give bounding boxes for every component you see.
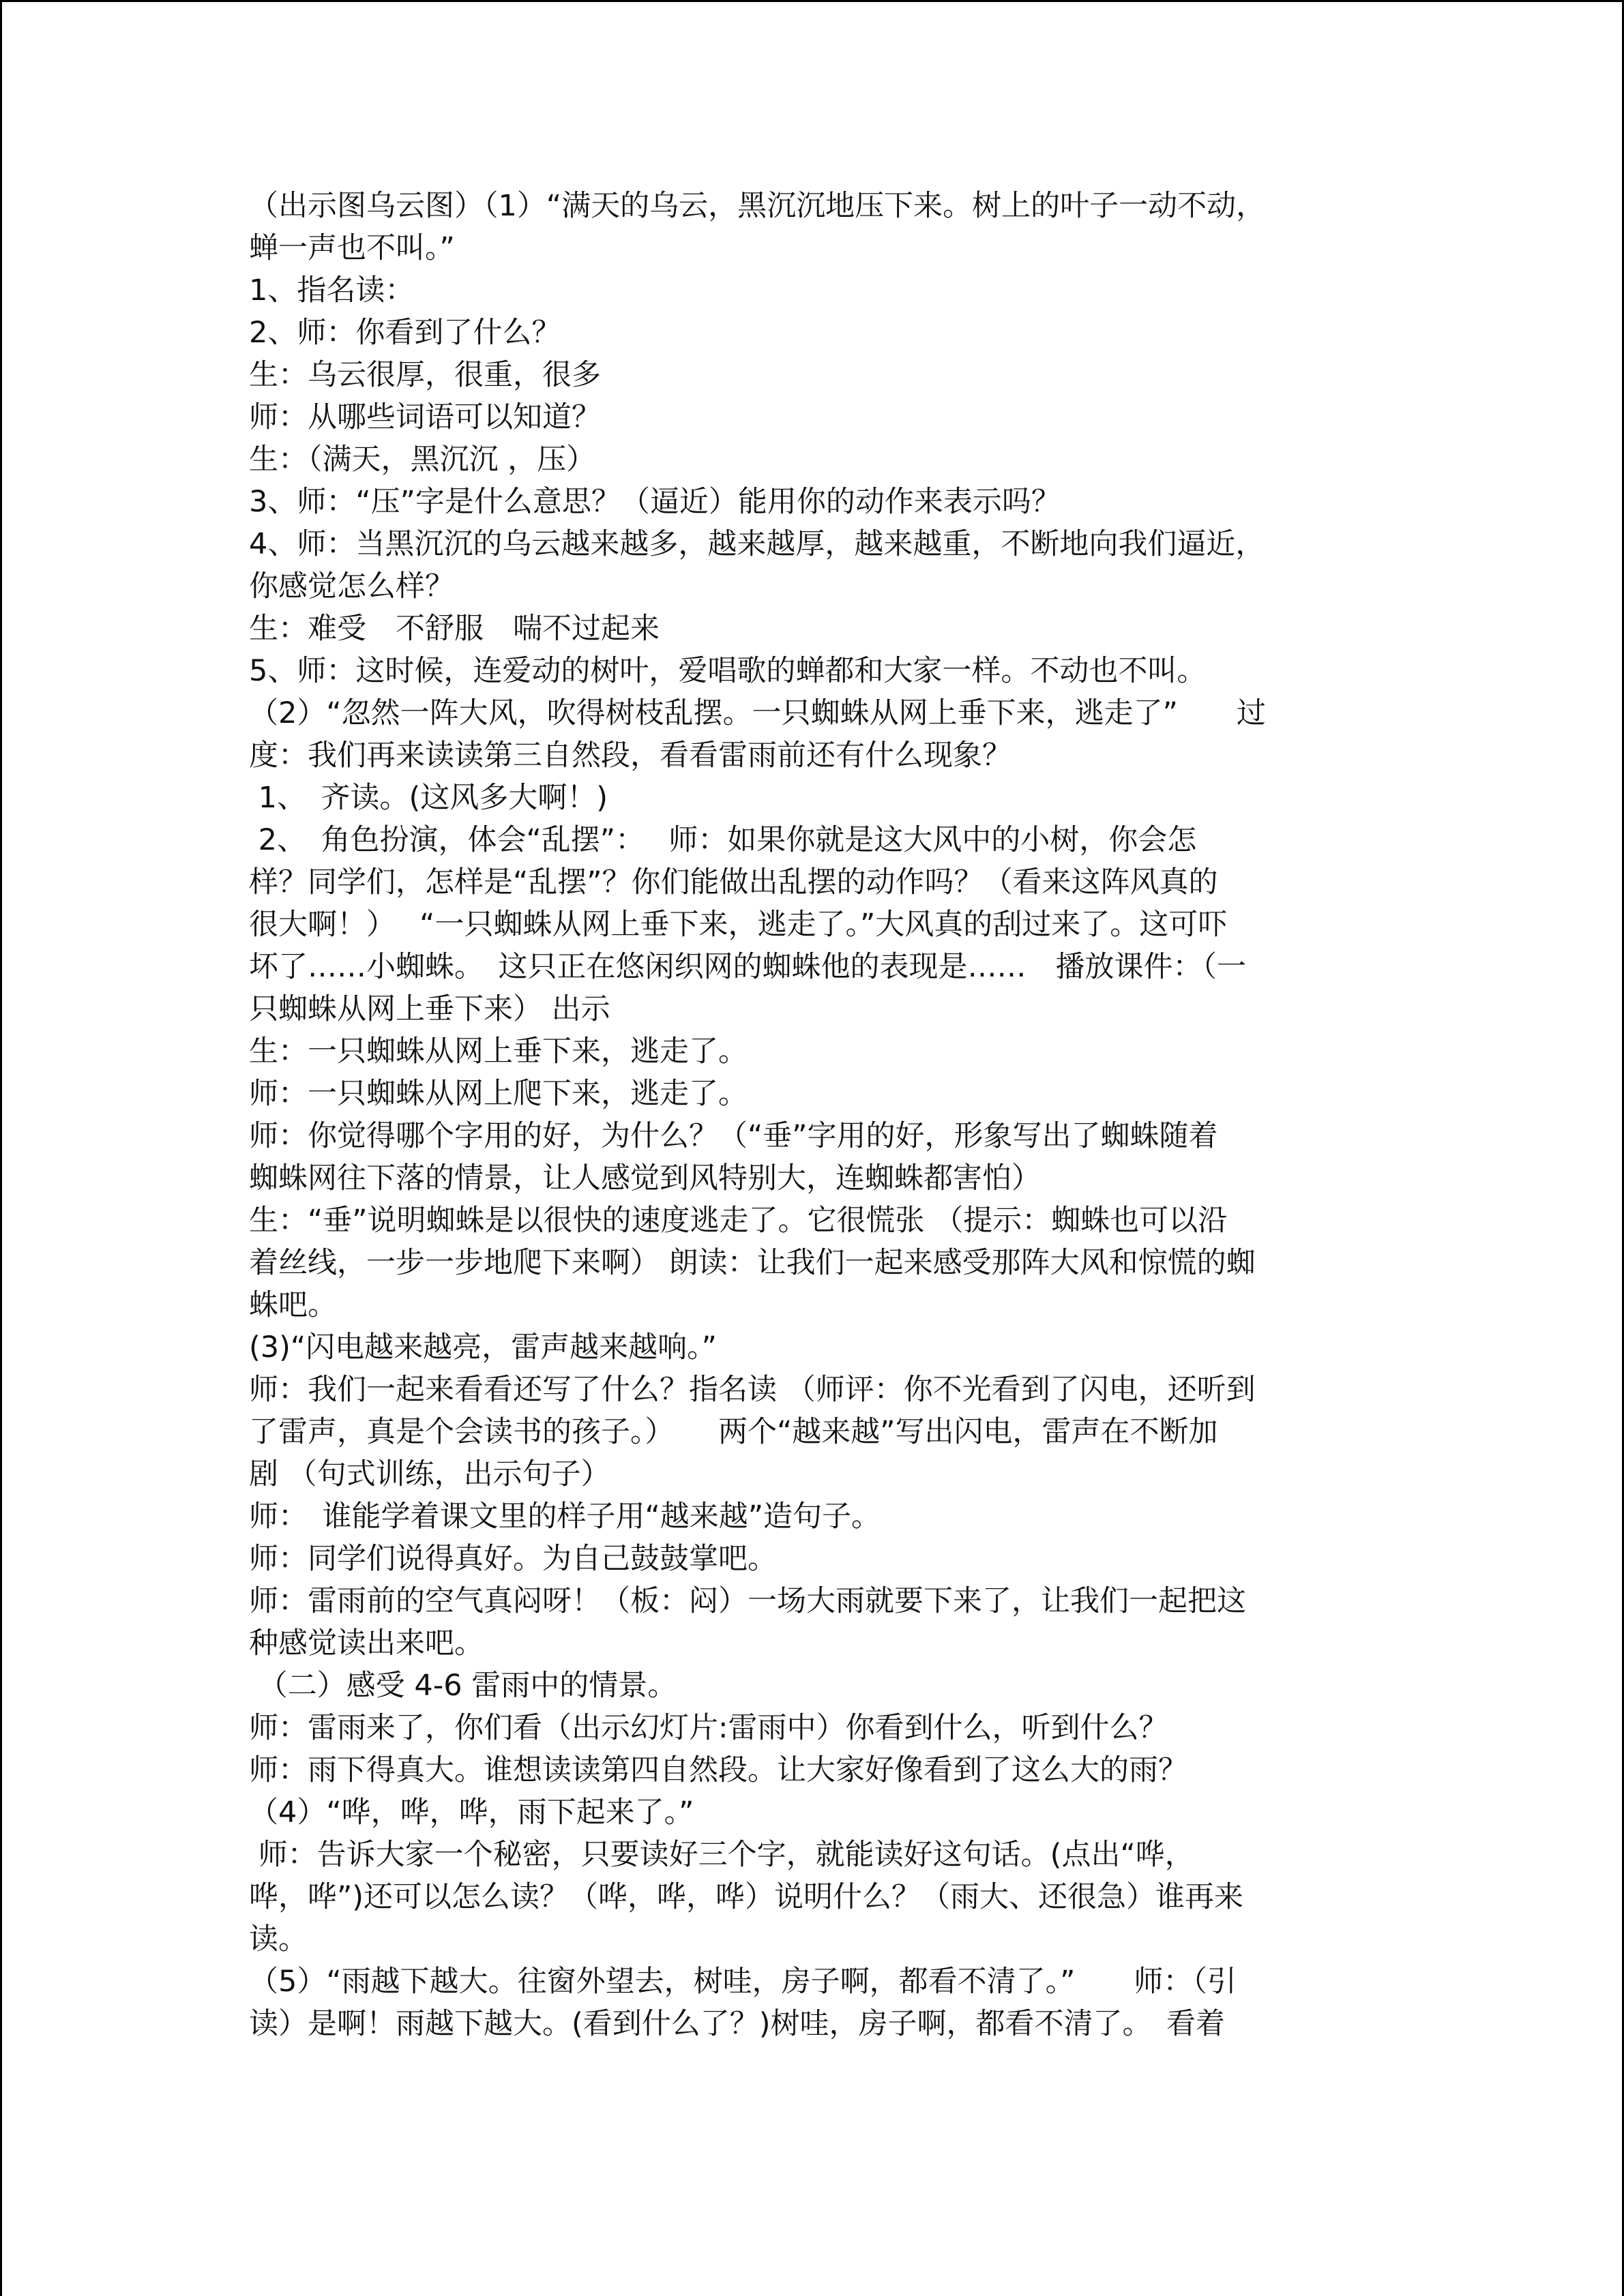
text-line: 生：乌云很厚，很重，很多 xyxy=(249,358,601,392)
text-line: 你感觉怎么样？ xyxy=(249,569,454,603)
text-line: 师：一只蜘蛛从网上爬下来，逃走了。 xyxy=(249,1077,748,1111)
text-line: 4、师：当黑沉沉的乌云越来越多，越来越厚，越来越重，不断地向我们逼近， xyxy=(249,527,1265,561)
text-line: 蜘蛛网往下落的情景，让人感觉到风特别大，连蜘蛛都害怕） xyxy=(249,1161,1041,1195)
text-line: 3、师：“压”字是什么意思？（逼近）能用你的动作来表示吗？ xyxy=(249,485,1061,519)
text-line: 1、指名读： xyxy=(249,273,415,308)
text-line: 哗，哗”)还可以怎么读？（哗，哗，哗）说明什么？（雨大、还很急）谁再来 xyxy=(249,1880,1244,1914)
text-line: 种感觉读出来吧。 xyxy=(249,1626,484,1660)
text-line: 很大啊！） “一只蜘蛛从网上垂下来，逃走了。”大风真的刮过来了。这可吓 xyxy=(249,908,1228,942)
text-line: 师：同学们说得真好。为自己鼓鼓掌吧。 xyxy=(249,1542,777,1576)
text-line: 2、师：你看到了什么？ xyxy=(249,316,561,350)
text-line: 师：你觉得哪个字用的好，为什么？（“垂”字用的好，形象写出了蜘蛛随着 xyxy=(249,1119,1218,1153)
text-line: 剧 （句式训练，出示句子） xyxy=(249,1457,610,1491)
text-line: （二）感受 4-6 雷雨中的情景。 xyxy=(249,1669,677,1703)
text-line: 2、 角色扮演，体会“乱摆”： 师：如果你就是这大风中的小树，你会怎 xyxy=(249,823,1197,857)
text-line: 生：（满天，黑沉沉 ，压） xyxy=(249,443,596,477)
text-line: （4）“哗，哗，哗，雨下起来了。” xyxy=(249,1795,694,1830)
text-line: （5）“雨越下越大。往窗外望去，树哇，房子啊，都看不清了。” 师：（引 xyxy=(249,1965,1237,1999)
text-line: （出示图乌云图）（1）“满天的乌云，黑沉沉地压下来。树上的叶子一动不动， xyxy=(249,189,1266,223)
text-line: 师：雨下得真大。谁想读读第四自然段。让大家好像看到了这么大的雨？ xyxy=(249,1753,1187,1787)
text-line: 师：雷雨来了，你们看（出示幻灯片:雷雨中）你看到什么，听到什么？ xyxy=(249,1711,1168,1745)
text-line: 5、师：这时候，连爱动的树叶，爱唱歌的蝉都和大家一样。不动也不叫。 xyxy=(249,654,1207,688)
text-line: 师： 谁能学着课文里的样子用“越来越”造句子。 xyxy=(249,1500,881,1534)
text-line: （2）“忽然一阵大风，吹得树枝乱摆。一只蜘蛛从网上垂下来，逃走了” 过 xyxy=(249,696,1266,730)
text-line: 只蜘蛛从网上垂下来） 出示 xyxy=(249,992,610,1026)
text-line: 师：雷雨前的空气真闷呀！（板：闷）一场大雨就要下来了，让我们一起把这 xyxy=(249,1584,1246,1618)
text-line: 坏了……小蜘蛛。 这只正在悠闲织网的蜘蛛他的表现是…… 播放课件：（一 xyxy=(249,950,1246,984)
text-line: 读）是啊！雨越下越大。(看到什么了？)树哇，房子啊，都看不清了。 看着 xyxy=(249,2007,1226,2041)
text-line: 蝉一声也不叫。” xyxy=(249,231,455,265)
text-line: 师：从哪些词语可以知道？ xyxy=(249,400,601,434)
text-line: 着丝线，一步一步地爬下来啊） 朗读：让我们一起来感受那阵大风和惊慌的蜘 xyxy=(249,1246,1256,1280)
text-line: 生：难受 不舒服 喘不过起来 xyxy=(249,612,660,646)
document-body xyxy=(249,185,1381,2045)
text-line: 1、 齐读。(这风多大啊！) xyxy=(249,781,608,815)
text-line: 生：一只蜘蛛从网上垂下来，逃走了。 xyxy=(249,1034,748,1069)
text-line: 度：我们再来读读第三自然段，看看雷雨前还有什么现象？ xyxy=(249,739,1012,773)
text-line: 生：“垂”说明蜘蛛是以很快的速度逃走了。它很慌张 （提示：蜘蛛也可以沿 xyxy=(249,1204,1228,1238)
text-line: 了雷声，真是个会读书的孩子。） 两个“越来越”写出闪电，雷声在不断加 xyxy=(249,1415,1218,1449)
text-line: 师：我们一起来看看还写了什么？指名读 （师评：你不光看到了闪电，还听到 xyxy=(249,1373,1256,1407)
text-line: (3)“闪电越来越亮，雷声越来越响。” xyxy=(249,1330,717,1365)
text-line: 师：告诉大家一个秘密，只要读好三个字，就能读好这句话。(点出“哗， xyxy=(249,1838,1194,1872)
text-line: 蛛吧。 xyxy=(249,1288,337,1322)
text-line: 样？同学们，怎样是“乱摆”？你们能做出乱摆的动作吗？（看来这阵风真的 xyxy=(249,865,1218,899)
text-line: 读。 xyxy=(249,1922,308,1956)
